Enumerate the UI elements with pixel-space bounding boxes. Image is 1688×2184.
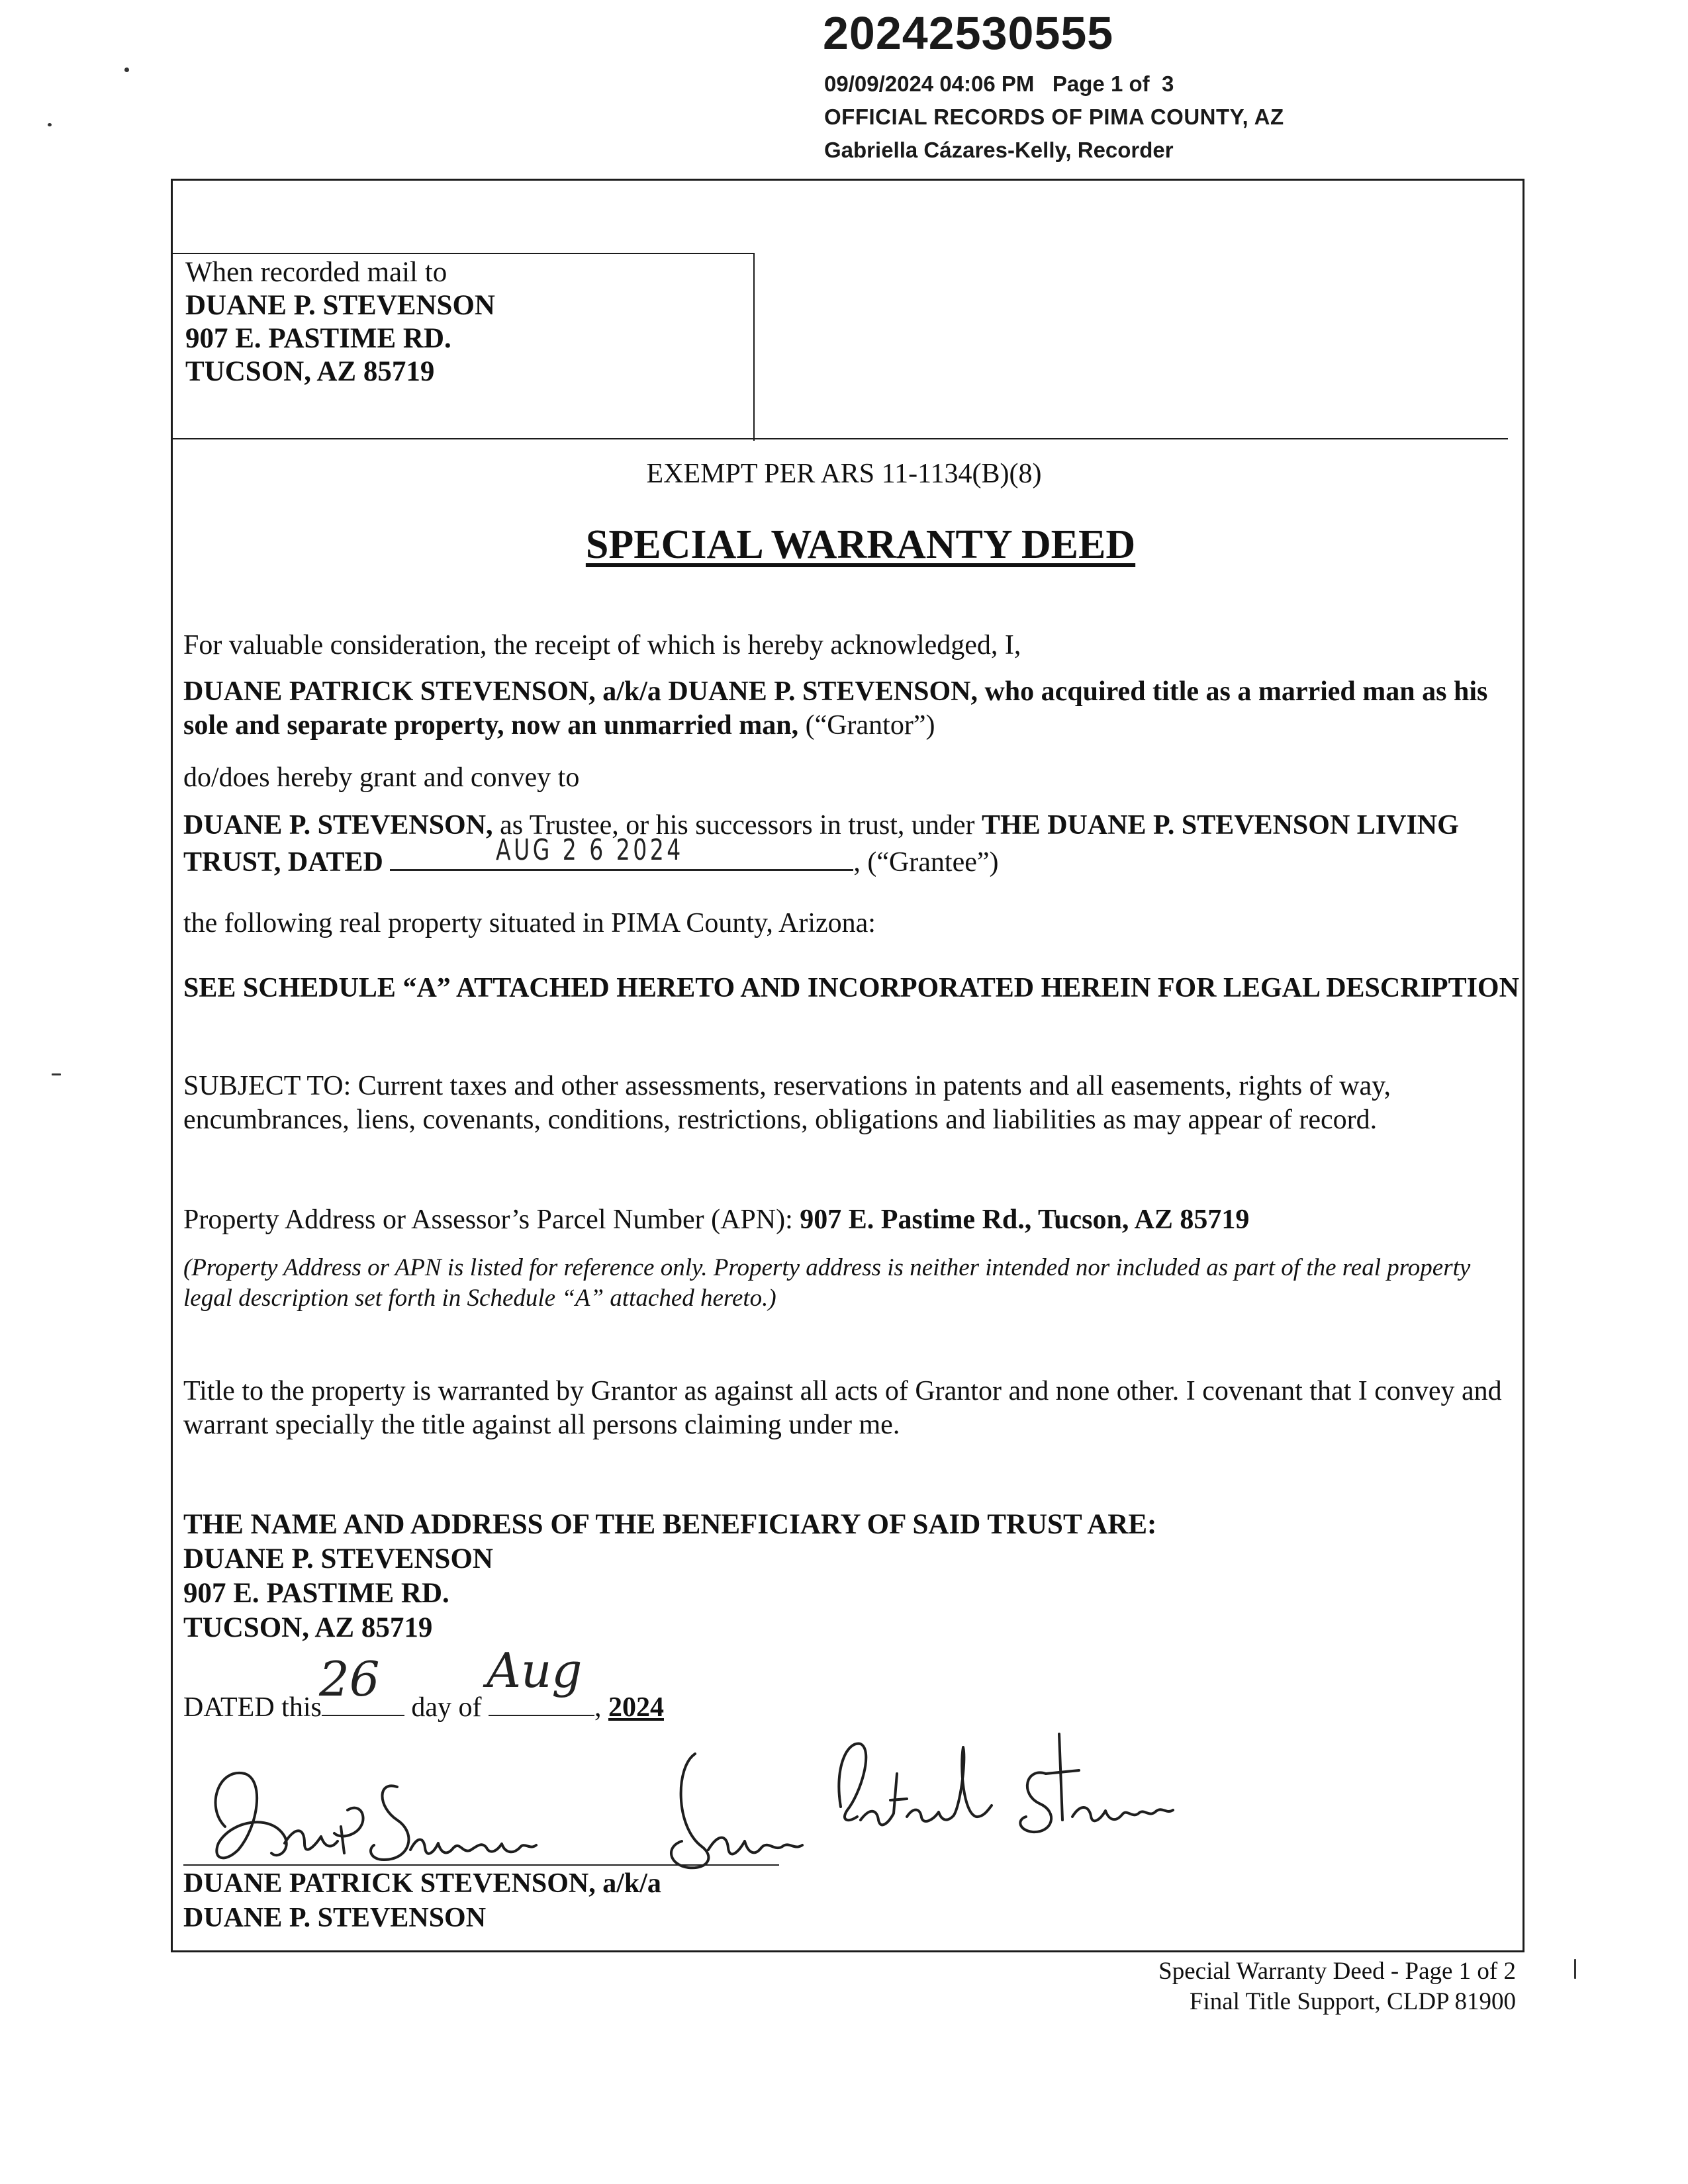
footer-company: Final Title Support, CLDP 81900	[1189, 1988, 1516, 2015]
dated-middle: day of	[404, 1692, 489, 1723]
trust-date-blank	[390, 833, 853, 871]
property-location-paragraph: the following real property situated in PIMA County, Arizona:	[183, 908, 876, 938]
mail-to-city: TUCSON, AZ 85719	[185, 356, 435, 387]
beneficiary-heading: THE NAME AND ADDRESS OF THE BENEFICIARY OF SAID TRUST ARE:	[183, 1509, 1157, 1540]
warranty-paragraph: Title to the property is warranted by Grantor as against all acts of Grantor and none other. I covenant that I convey and warrant specially the title against all persons claiming under me.	[183, 1376, 1502, 1440]
subject-to-paragraph: SUBJECT TO: Current taxes and other assessments, reservations in patents and all easements, rights of way, encumbrances, liens, covenants, conditions, restrictions, obligations and liabilities as may appear of record.	[183, 1071, 1391, 1135]
dated-year: 2024	[608, 1692, 664, 1723]
signature-line	[183, 1864, 779, 1866]
scan-speck	[124, 68, 129, 72]
property-address-value: 907 E. Pastime Rd., Tucson, AZ 85719	[800, 1205, 1250, 1235]
handwritten-signatures	[179, 1694, 1238, 1893]
signer-name-line1: DUANE PATRICK STEVENSON, a/k/a	[183, 1868, 661, 1899]
convey-paragraph: do/does hereby grant and convey to	[183, 762, 580, 793]
grantee-suffix: , (“Grantee”)	[853, 847, 999, 878]
recording-recorder: Gabriella Cázares-Kelly, Recorder	[824, 138, 1174, 162]
signer-name-line2: DUANE P. STEVENSON	[183, 1903, 487, 1933]
beneficiary-street: 907 E. PASTIME RD.	[183, 1578, 449, 1609]
handwritten-day: 26	[319, 1651, 380, 1707]
handwritten-month: Aug	[487, 1643, 583, 1698]
grantee-trust: THE DUANE P. STEVENSON LIVING TRUST, DATED	[183, 810, 1459, 878]
schedule-paragraph: SEE SCHEDULE “A” ATTACHED HERETO AND INCORPORATED HEREIN FOR LEGAL DESCRIPTION	[183, 973, 1519, 1003]
beneficiary-city: TUCSON, AZ 85719	[183, 1612, 433, 1643]
grantor-suffix: (“Grantor”)	[798, 710, 935, 741]
scan-speck	[48, 123, 52, 126]
footer-page-label: Special Warranty Deed - Page 1 of 2	[1158, 1958, 1516, 1985]
grantee-name: DUANE P. STEVENSON,	[183, 810, 493, 841]
dated-prefix: DATED this	[183, 1692, 322, 1723]
mail-to-street: 907 E. PASTIME RD.	[185, 323, 451, 354]
recording-number: 20242530555	[823, 7, 1114, 59]
scan-speck	[1574, 1959, 1576, 1979]
grantor-bold: DUANE PATRICK STEVENSON, a/k/a DUANE P. STEVENSON, who acquired title as a married man as his sole and separate property, now an unmarried man,	[183, 676, 1488, 741]
mail-to-label: When recorded mail to	[185, 257, 447, 288]
property-address-line	[183, 1203, 1521, 1237]
exemption-line: EXEMPT PER ARS 11-1134(B)(8)	[646, 459, 1042, 489]
recording-office: OFFICIAL RECORDS OF PIMA COUNTY, AZ	[824, 105, 1284, 129]
scan-speck	[52, 1073, 61, 1075]
reference-note: (Property Address or APN is listed for reference only. Property address is neither intended nor included as part of the real property legal description set forth in Schedule “A” attached hereto.)	[183, 1254, 1471, 1312]
mail-to-name: DUANE P. STEVENSON	[185, 290, 495, 321]
trust-date-stamp: AUG 2 6 2024	[496, 833, 684, 867]
header-rule	[171, 438, 1508, 439]
grantee-paragraph	[183, 809, 1521, 880]
grantee-middle: as Trustee, or his successors in trust, under	[492, 810, 982, 841]
consideration-paragraph: For valuable consideration, the receipt of which is hereby acknowledged, I,	[183, 630, 1021, 660]
beneficiary-name: DUANE P. STEVENSON	[183, 1543, 493, 1574]
grantor-paragraph	[183, 675, 1521, 743]
deed-title: SPECIAL WARRANTY DEED	[585, 522, 1136, 567]
dated-line: DATED this day of , 2024	[183, 1692, 664, 1723]
recording-datetime-page: 09/09/2024 04:06 PM Page 1 of 3	[824, 71, 1174, 96]
property-address-label: Property Address or Assessor’s Parcel Number (APN):	[183, 1205, 800, 1235]
